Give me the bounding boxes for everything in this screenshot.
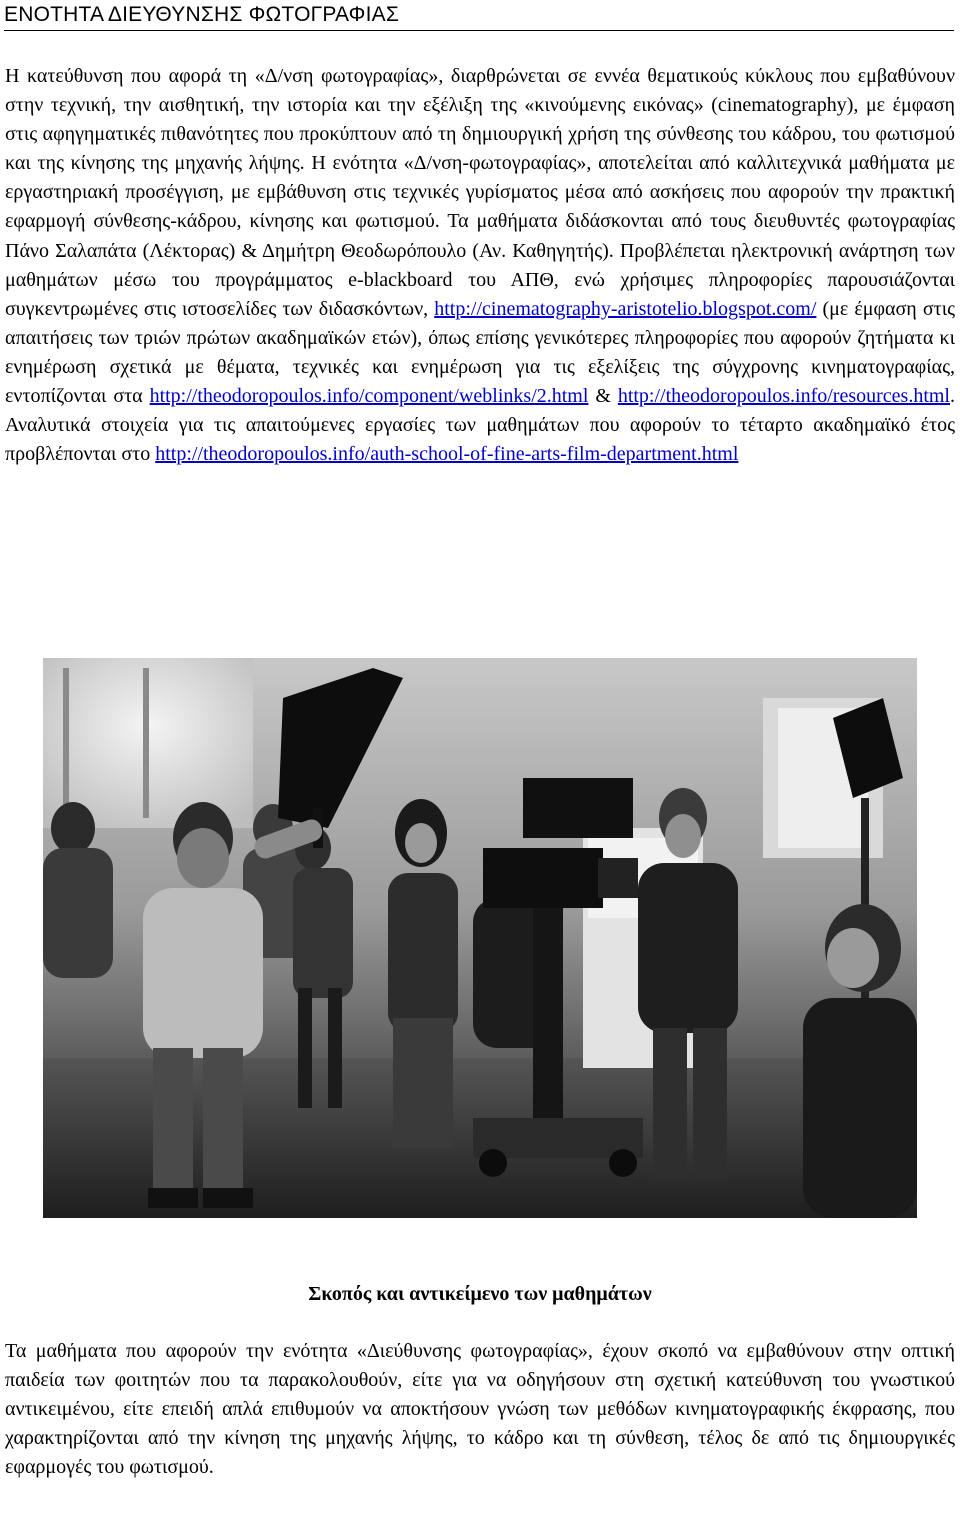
film-set-photo [43,658,917,1218]
intro-text-4: . Αναλυτικά στοιχεία για τις απαιτούμενες εργασίες των μαθημάτων που αφορούν το τέταρτο ακαδημαϊκό έτος προβλέπονται στο [5,385,955,466]
photo-film-set-icon [43,658,917,1218]
section-heading: Σκοπός και αντικείμενο των μαθημάτων [308,1283,652,1305]
intro-paragraph [5,62,955,469]
link-cinematography-blog[interactable]: http://cinematography-aristotelio.blogspot.com/ [434,297,817,320]
intro-text-2: (με έμφαση στις απαιτήσεις των τριών πρώτων ακαδημαϊκών ετών), όπως επίσης γενικότερες πληροφορίες που αφορούν ζητήματα κι ενημέρωση σχετικά με θέματα, τεχνικές και ενημέρωση για τις εξελίξεις της σύγχρονης κινηματογραφίας, εντοπίζονται στα [5,297,955,408]
intro-text-1: Η κατεύθυνση που αφορά τη «Δ/νση φωτογραφίας», διαρθρώνεται σε εννέα θεματικούς κύκλους που εμβαθύνουν στην τεχνική, την αισθητική, την ιστορία και την εξέλιξη της «κινούμενης εικόνας» (cinematography), με έμφαση στις αφηγηματικές πιθανότητες που προκύπτουν από τη δημιουργική χρήση της σύνθεσης του κάδρου, του φωτισμού και της κίνησης της μηχανής λήψης. Η ενότητα «Δ/νση-φωτογραφίας», αποτελείται από καλλιτεχνικά μαθήματα με εργαστηριακή προσέγγιση, με εμβάθυνση στις τεχνικές γυρίσματος μέσα από ασκήσεις που αφορούν την πρακτική εφαρμογή σύνθεσης-κάδρου, κίνησης και φωτισμού. Τα μαθήματα διδάσκονται από τους διευθυντές φωτογραφίας Πάνο Σαλαπάτα (Λέκτορας) & Δημήτρη Θεοδωρόπουλο (Αν. Καθηγητής). Προβλέπεται ηλεκτρονική ανάρτηση των μαθημάτων μέσω του προγράμματος e-blackboard του ΑΠΘ, ενώ χρήσιμες πληροφορίες παρουσιάζονται συγκεντρωμένες στις ιστοσελίδες των διδασκόντων, [5,65,955,320]
section-body: Τα μαθήματα που αφορούν την ενότητα «Διεύθυνσης φωτογραφίας», έχουν σκοπό να εμβαθύνουν στην οπτική παιδεία των φοιτητών που τα παρακολουθούν, είτε για να οδηγήσουν στη σχετική κατεύθυνση του γνωστικού αντικειμένου, είτε επειδή απλά επιθυμούν να αποκτήσουν γνώση των μεθόδων κινηματογραφικής έκφρασης, που χαρακτηρίζονται από την κίνηση της μηχανής λήψης, το κάδρο και τη σύνθεση, τέλος δε από τις δημιουργικές εφαρμογές του φωτισμού. [5,1340,955,1479]
page-title: ΕΝΟΤΗΤΑ ΔΙΕΥΘΥΝΣΗΣ ΦΩΤΟΓΡΑΦΙΑΣ [4,2,954,31]
link-film-department[interactable]: http://theodoropoulos.info/auth-school-of-fine-arts-film-department.html [155,443,739,466]
intro-text-3: & [588,385,618,408]
link-resources[interactable]: http://theodoropoulos.info/resources.html [617,385,950,408]
link-weblinks[interactable]: http://theodoropoulos.info/component/weblinks/2.html [149,385,589,408]
